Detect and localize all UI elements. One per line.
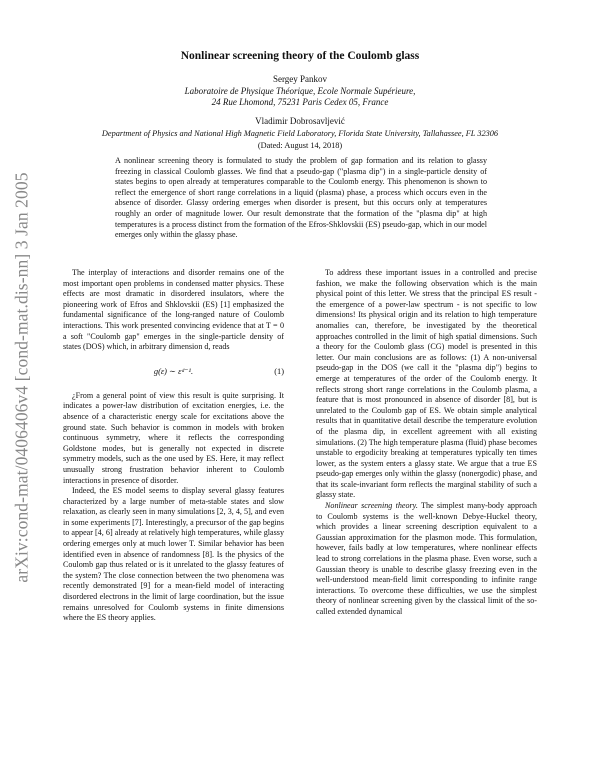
abstract: A nonlinear screening theory is formulated to study the problem of gap formation and its relation to glassy freezing in classical Coulomb glasses. We find that a pseudo-gap ("plasma dip") in a single-particle density of states begins to open already at temperatures comparable to the Coulomb energy. This phenomenon is shown to reflect the emergence of short range correlations in a liquid (plasma) phase, a process which occurs even in the absence of disorder. Glassy ordering emerges when disorder is present, but this occurs only at temperatures roughly an order of magnitude lower. Our result demonstrate that the formation of the "plasma dip" at high temperatures is a process distinct from the formation of the Efros-Shklovskii (ES) pseudo-gap, which in our model emerges only within the glassy phase. — [115, 156, 487, 240]
right-column — [316, 268, 537, 618]
affiliation-1-line-2: 24 Rue Lhomond, 75231 Paris Cedex 05, France — [211, 97, 389, 107]
equation-expression: g(ε) ∼ εᵈ⁻¹. — [153, 366, 194, 376]
intro-paragraph-1: The interplay of interactions and disorder remains one of the most important open problems in condensed matter physics. These effects are most dramatic in disordered insulators, where the pioneering work of Efros and Shklovskii (ES) [1] emphasized the fundamental significance of the long-ranged nature of Coulomb interactions. This work presented convincing evidence that at T = 0 a soft "Coulomb gap" emerges in the single-particle density of states (DOS) which, in arbitrary dimension d, reads — [63, 268, 284, 352]
equation-1 — [63, 355, 284, 391]
arxiv-identifier — [0, 117, 45, 637]
intro-paragraph-3: Indeed, the ES model seems to display several glassy features characterized by a large number of meta-stable states and slow relaxation, as clearly seen in many simulations [2, 3, 4, 5], and even in some experiments [7]. Interestingly, a precursor of the gap begins to appear [4, 6] already at relatively high temperatures, while glassy ordering emerges only at much lower T. Similar behavior has been identified even in absence of randomness [8]. Is the physics of the Coulomb gap thus related or is it unrelated to the glassy features of the system? The close connection between the two phenomena was recently demonstrated [9] for a mean-field model of interacting disordered electrons in the limit of large coordination, but the issue remains unresolved for Coulomb systems in finite dimensions where the ES theory applies. — [63, 486, 284, 623]
right-paragraph-2 — [316, 501, 537, 618]
arxiv-identifier-text: arXiv:cond-mat/0406406v4 [cond-mat.dis-nn] 3 Jan 2005 — [11, 171, 32, 583]
author-2: Vladimir Dobrosavljević — [255, 116, 345, 126]
paper-title: Nonlinear screening theory of the Coulomb glass — [180, 50, 420, 62]
affiliation-1-line-1: Laboratoire de Physique Théorique, Ecole Normale Supérieure, — [184, 86, 416, 96]
right-paragraph-2-text: The simplest many-body approach to Coulomb systems is the well-known Debye-Huckel theory, which provides a linear screening description equivalent to a Gaussian approximation for the plasmon mode. This formulation, however, fails badly at low temperatures, where nonlinear effects lead to strong correlations in the plasma phase. Even worse, such a Gaussian theory is unable to describe glassy freezing even in the well-understood mean-field limit corresponding to infinite range interactions. To overcome these difficulties, we use the simplest theory of nonlinear screening given by the classical limit of the so-called extended dynamical — [316, 501, 537, 616]
left-column — [63, 268, 284, 624]
equation-number: (1) — [274, 366, 284, 376]
intro-paragraph-2: ¿From a general point of view this result is quite surprising. It indicates a power-law distribution of excitation energies, i.e. the absence of a characteristic energy scale for excitations above the ground state. Such behavior is common in models with broken continuous symmetry, where it reflects the corresponding Goldstone modes, but is generally not expected in discrete symmetry models, such as the one used by ES. Here, it may reflect unusually strong frustration behavior inherent to Coulomb interactions in presence of disorder. — [63, 390, 284, 485]
affiliation-2: Department of Physics and National High Magnetic Field Laboratory, Florida State University, Tallahassee, FL 32306 — [101, 129, 499, 138]
section-lead-italic: Nonlinear screening theory. — [325, 501, 418, 511]
right-paragraph-1: To address these important issues in a controlled and precise fashion, we make the following observation which is the main physical point of this letter. We stress that the principal ES result - the emergence of a power-law spectrum - is not specific to low dimensions! Its physical origin and its relation to high temperature anomalies can, therefore, be investigated by the theoretical approaches controlled in the limit of high spatial dimensions. Such a theory for the Coulomb glass (CG) model is presented in this letter. Our main conclusions are as follows: (1) A non-universal pseudo-gap in the DOS (we call it the "plasma dip") begins to emerge at temperatures of the order of the Coulomb energy. It reflects strong short range correlations in the Coulomb plasma, a feature that is most pronounced in absence of disorder [8], but is unrelated to the Coulomb gap of ES. We obtain simple analytical results that in quantitative detail describe the temperature evolution of the plasma dip, in excellent agreement with all existing simulations. (2) The high temperature plasma (fluid) phase becomes unstable to ergodicity breaking at temperatures typically ten times lower, as the system enters a glassy state. We argue that a true ES pseudo-gap emerges only within the glassy (nonergodic) phase, and that its scale-invariant form reflects the marginal stability of such a glassy state. — [316, 268, 537, 500]
dated-line: (Dated: August 14, 2018) — [257, 141, 343, 150]
author-1: Sergey Pankov — [272, 74, 328, 84]
